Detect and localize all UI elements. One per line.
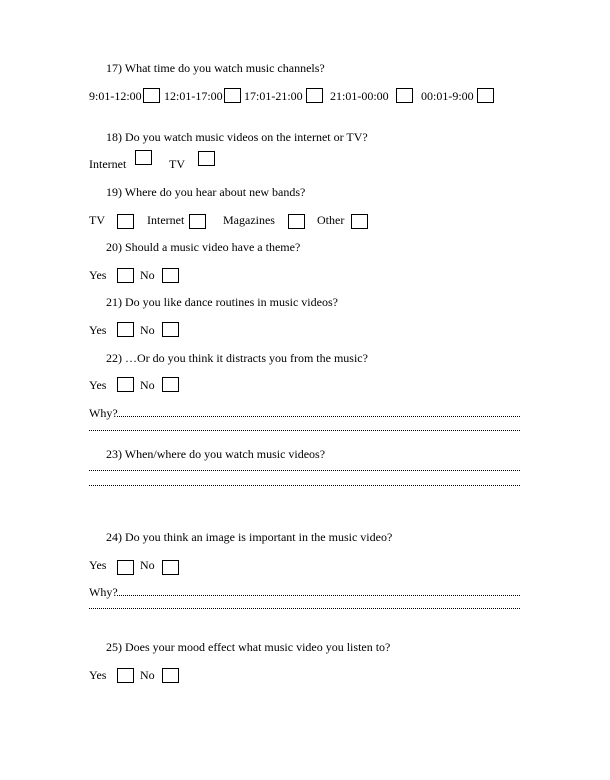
q23-answer-line[interactable] — [89, 470, 520, 471]
q25-yes-checkbox[interactable] — [117, 668, 134, 683]
question-18: 18) Do you watch music videos on the internet or TV? — [106, 130, 368, 144]
question-21: 21) Do you like dance routines in music videos? — [106, 295, 338, 309]
q17-checkbox-2[interactable] — [224, 88, 241, 103]
q17-option-label: 21:01-00:00 — [330, 89, 389, 103]
question-23: 23) When/where do you watch music videos? — [106, 447, 326, 461]
q17-option-label: 9:01-12:00 — [89, 89, 142, 103]
q17-option-label: 00:01-9:00 — [421, 89, 474, 103]
q25-no-label: No — [140, 668, 155, 682]
q17-checkbox-1[interactable] — [143, 88, 160, 103]
q21-yes-label: Yes — [89, 323, 107, 337]
q24-why-answer-line[interactable] — [117, 595, 520, 596]
q18-option-label: Internet — [89, 157, 127, 171]
q24-why-label: Why? — [89, 585, 118, 599]
q25-yes-label: Yes — [89, 668, 107, 682]
q22-yes-checkbox[interactable] — [117, 377, 134, 392]
q20-no-checkbox[interactable] — [162, 268, 179, 283]
question-19: 19) Where do you hear about new bands? — [106, 185, 306, 199]
q20-no-label: No — [140, 268, 155, 282]
q17-checkbox-5[interactable] — [477, 88, 494, 103]
q19-checkbox-internet[interactable] — [189, 214, 206, 229]
question-17: 17) What time do you watch music channels? — [106, 61, 325, 75]
q17-checkbox-3[interactable] — [306, 88, 323, 103]
q22-no-checkbox[interactable] — [162, 377, 179, 392]
q21-no-checkbox[interactable] — [162, 322, 179, 337]
q19-checkbox-magazines[interactable] — [288, 214, 305, 229]
question-25: 25) Does your mood effect what music video you listen to? — [106, 640, 391, 654]
q19-option-label: Internet — [147, 213, 185, 227]
q19-option-label: Magazines — [223, 213, 275, 227]
q23-answer-line[interactable] — [89, 485, 520, 486]
q24-yes-label: Yes — [89, 558, 107, 572]
q19-option-label: Other — [317, 213, 345, 227]
question-22: 22) …Or do you think it distracts you from the music? — [106, 351, 368, 365]
q21-no-label: No — [140, 323, 155, 337]
q17-option-label: 17:01-21:00 — [244, 89, 303, 103]
q20-yes-checkbox[interactable] — [117, 268, 134, 283]
q20-yes-label: Yes — [89, 268, 107, 282]
q18-option-label: TV — [169, 157, 185, 171]
q22-why-label: Why? — [89, 406, 118, 420]
q22-yes-label: Yes — [89, 378, 107, 392]
question-24: 24) Do you think an image is important in the music video? — [106, 530, 393, 544]
q17-option-label: 12:01-17:00 — [164, 89, 223, 103]
q24-yes-checkbox[interactable] — [117, 560, 134, 575]
q24-no-label: No — [140, 558, 155, 572]
q19-checkbox-other[interactable] — [351, 214, 368, 229]
q21-yes-checkbox[interactable] — [117, 322, 134, 337]
q17-checkbox-4[interactable] — [396, 88, 413, 103]
question-20: 20) Should a music video have a theme? — [106, 240, 301, 254]
q25-no-checkbox[interactable] — [162, 668, 179, 683]
q18-checkbox-tv[interactable] — [198, 151, 215, 166]
q24-why-answer-line[interactable] — [89, 608, 520, 609]
q22-why-answer-line[interactable] — [117, 416, 520, 417]
q18-checkbox-internet[interactable] — [135, 150, 152, 165]
q19-option-label: TV — [89, 213, 105, 227]
q22-why-answer-line[interactable] — [89, 430, 520, 431]
q19-checkbox-tv[interactable] — [117, 214, 134, 229]
q24-no-checkbox[interactable] — [162, 560, 179, 575]
q22-no-label: No — [140, 378, 155, 392]
